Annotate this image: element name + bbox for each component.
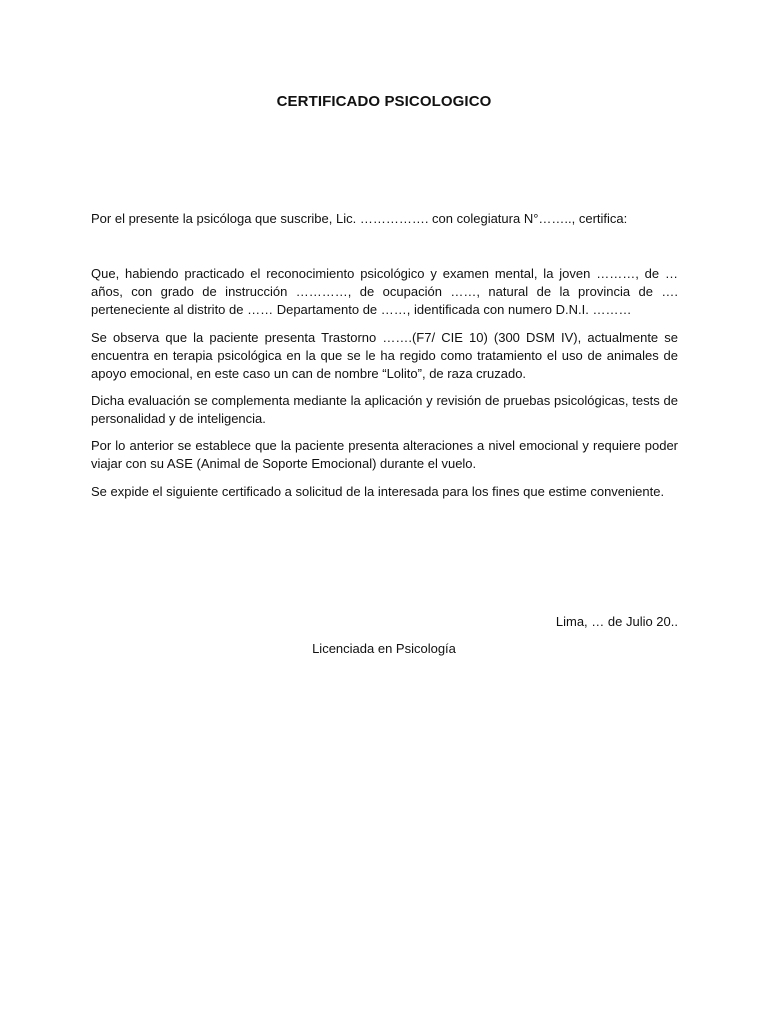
intro-paragraph: Por el presente la psicóloga que suscribe, Lic. ……………. con colegiatura N°…….., certifica: <box>91 211 628 226</box>
body-paragraph-4: Por lo anterior se establece que la paciente presenta alteraciones a nivel emocional y requiere poder viajar con su ASE (Animal de Soporte Emocional) durante el vuelo. <box>91 438 678 471</box>
body-paragraph-5: Se expide el siguiente certificado a solicitud de la interesada para los fines que estime conveniente. <box>91 484 665 499</box>
document-title: CERTIFICADO PSICOLOGICO <box>276 93 492 110</box>
place-and-date: Lima, … de Julio 20.. <box>555 614 678 629</box>
signature-role: Licenciada en Psicología <box>312 641 456 656</box>
body-paragraph-2: Se observa que la paciente presenta Trastorno …….(F7/ CIE 10) (300 DSM IV), actualmente se encuentra en terapia psicológica en la que se le ha regido como tratamiento el uso de animales de apoyo emocional, en este caso un can de nombre “Lolito”, de raza cruzado. <box>91 330 678 381</box>
body-paragraph-1: Que, habiendo practicado el reconocimiento psicológico y examen mental, la joven ………, de … años, con grado de instrucción …………, de ocupación ……, natural de la provincia de …. perteneciente al distrito de …… Departamento de ……, identificada con numero D.N.I. ……… <box>91 266 678 317</box>
body-paragraph-3: Dicha evaluación se complementa mediante la aplicación y revisión de pruebas psicológicas, tests de personalidad y de inteligencia. <box>91 393 678 426</box>
